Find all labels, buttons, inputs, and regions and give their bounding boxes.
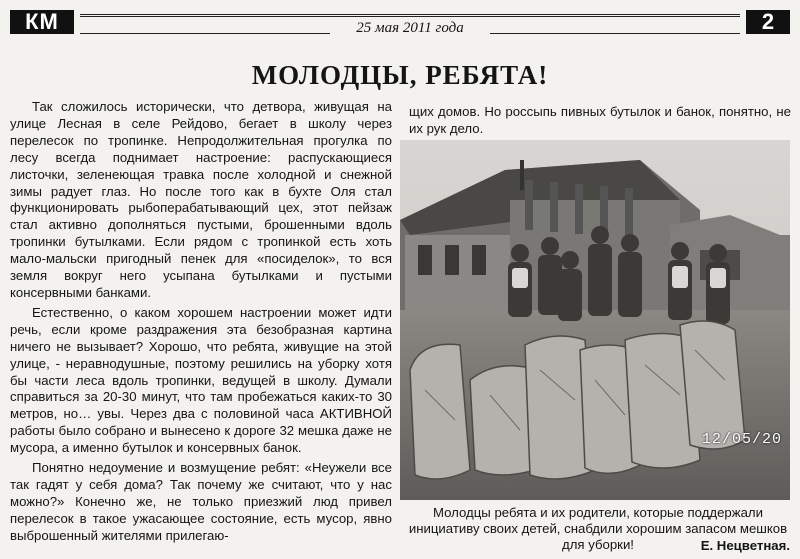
article-column-right [409,104,791,141]
article-paragraph: Естественно, о каком хорошем настроении может идти речь, если кроме раздражения эта безобразная картина ничего не вызывает? Хорошо, что ребята, живущие на этой улице, - неравнодушные, поэтому решились на уборку хотя бы части леса вдоль тропинки, ведущей в школу. Думали справиться за 20-30 минут, что там пробежаться каких-то 30 метров, но… увы. Через два с половиной часа АКТИВНОЙ работы было собрано и вынесено к дороге 32 мешка даже не мусора, а именно бутылок и консервных банок. [10,304,392,456]
article-column-left [10,99,392,554]
page-header [10,8,790,38]
photo-caption: Молодцы ребята и их родители, которые поддержали инициативу своих детей, снабдили хорошим запасом мешков для уборки! [408,505,788,552]
article-photo [400,140,790,500]
photo-date-stamp: 12/05/20 [701,431,782,448]
date-bar [80,14,740,34]
page-number: 2 [746,10,790,34]
issue-date: 25 мая 2011 года [330,20,490,37]
newspaper-logo: КМ [10,10,74,34]
article-title: МОЛОДЦЫ, РЕБЯТА! [251,60,549,90]
article-paragraph: Понятно недоумение и возмущение ребят: «Неужели все так гадят у себя дома? Так почему же считают, что у нас можно?» Конечно же, не только приезжий люд привел перелесок в такое ужасающее состояние, есть мусор, явно выброшенный жителями прилегаю- [10,460,392,543]
article-author: Е. Нецветная. [700,538,790,553]
article-continuation: щих домов. Но россыпь пивных бутылок и банок, понятно, не их рук дело. [409,104,791,136]
article-paragraph: Так сложилось исторически, что детвора, живущая на улице Лесная в селе Рейдово, бегает в школу через перелесок по тропинке. Непродолжительная прогулка по лесу всегда поднимает настроение: распускающиеся листочки, зеленеющая травка после холодной и снежной зимы радует глаз. Но после того как в бухте Оля стал функционировать рыбоперабатывающий цех, этот пейзаж стал активно дополняться пустыми, брошенными вдоль тропинки бутылками. Если рядом с тропинкой есть хоть мало-мальски пригодный пенек для «посиделок», то вся земля вокруг него усыпана бутылками и пустыми консервными банками. [10,99,392,300]
